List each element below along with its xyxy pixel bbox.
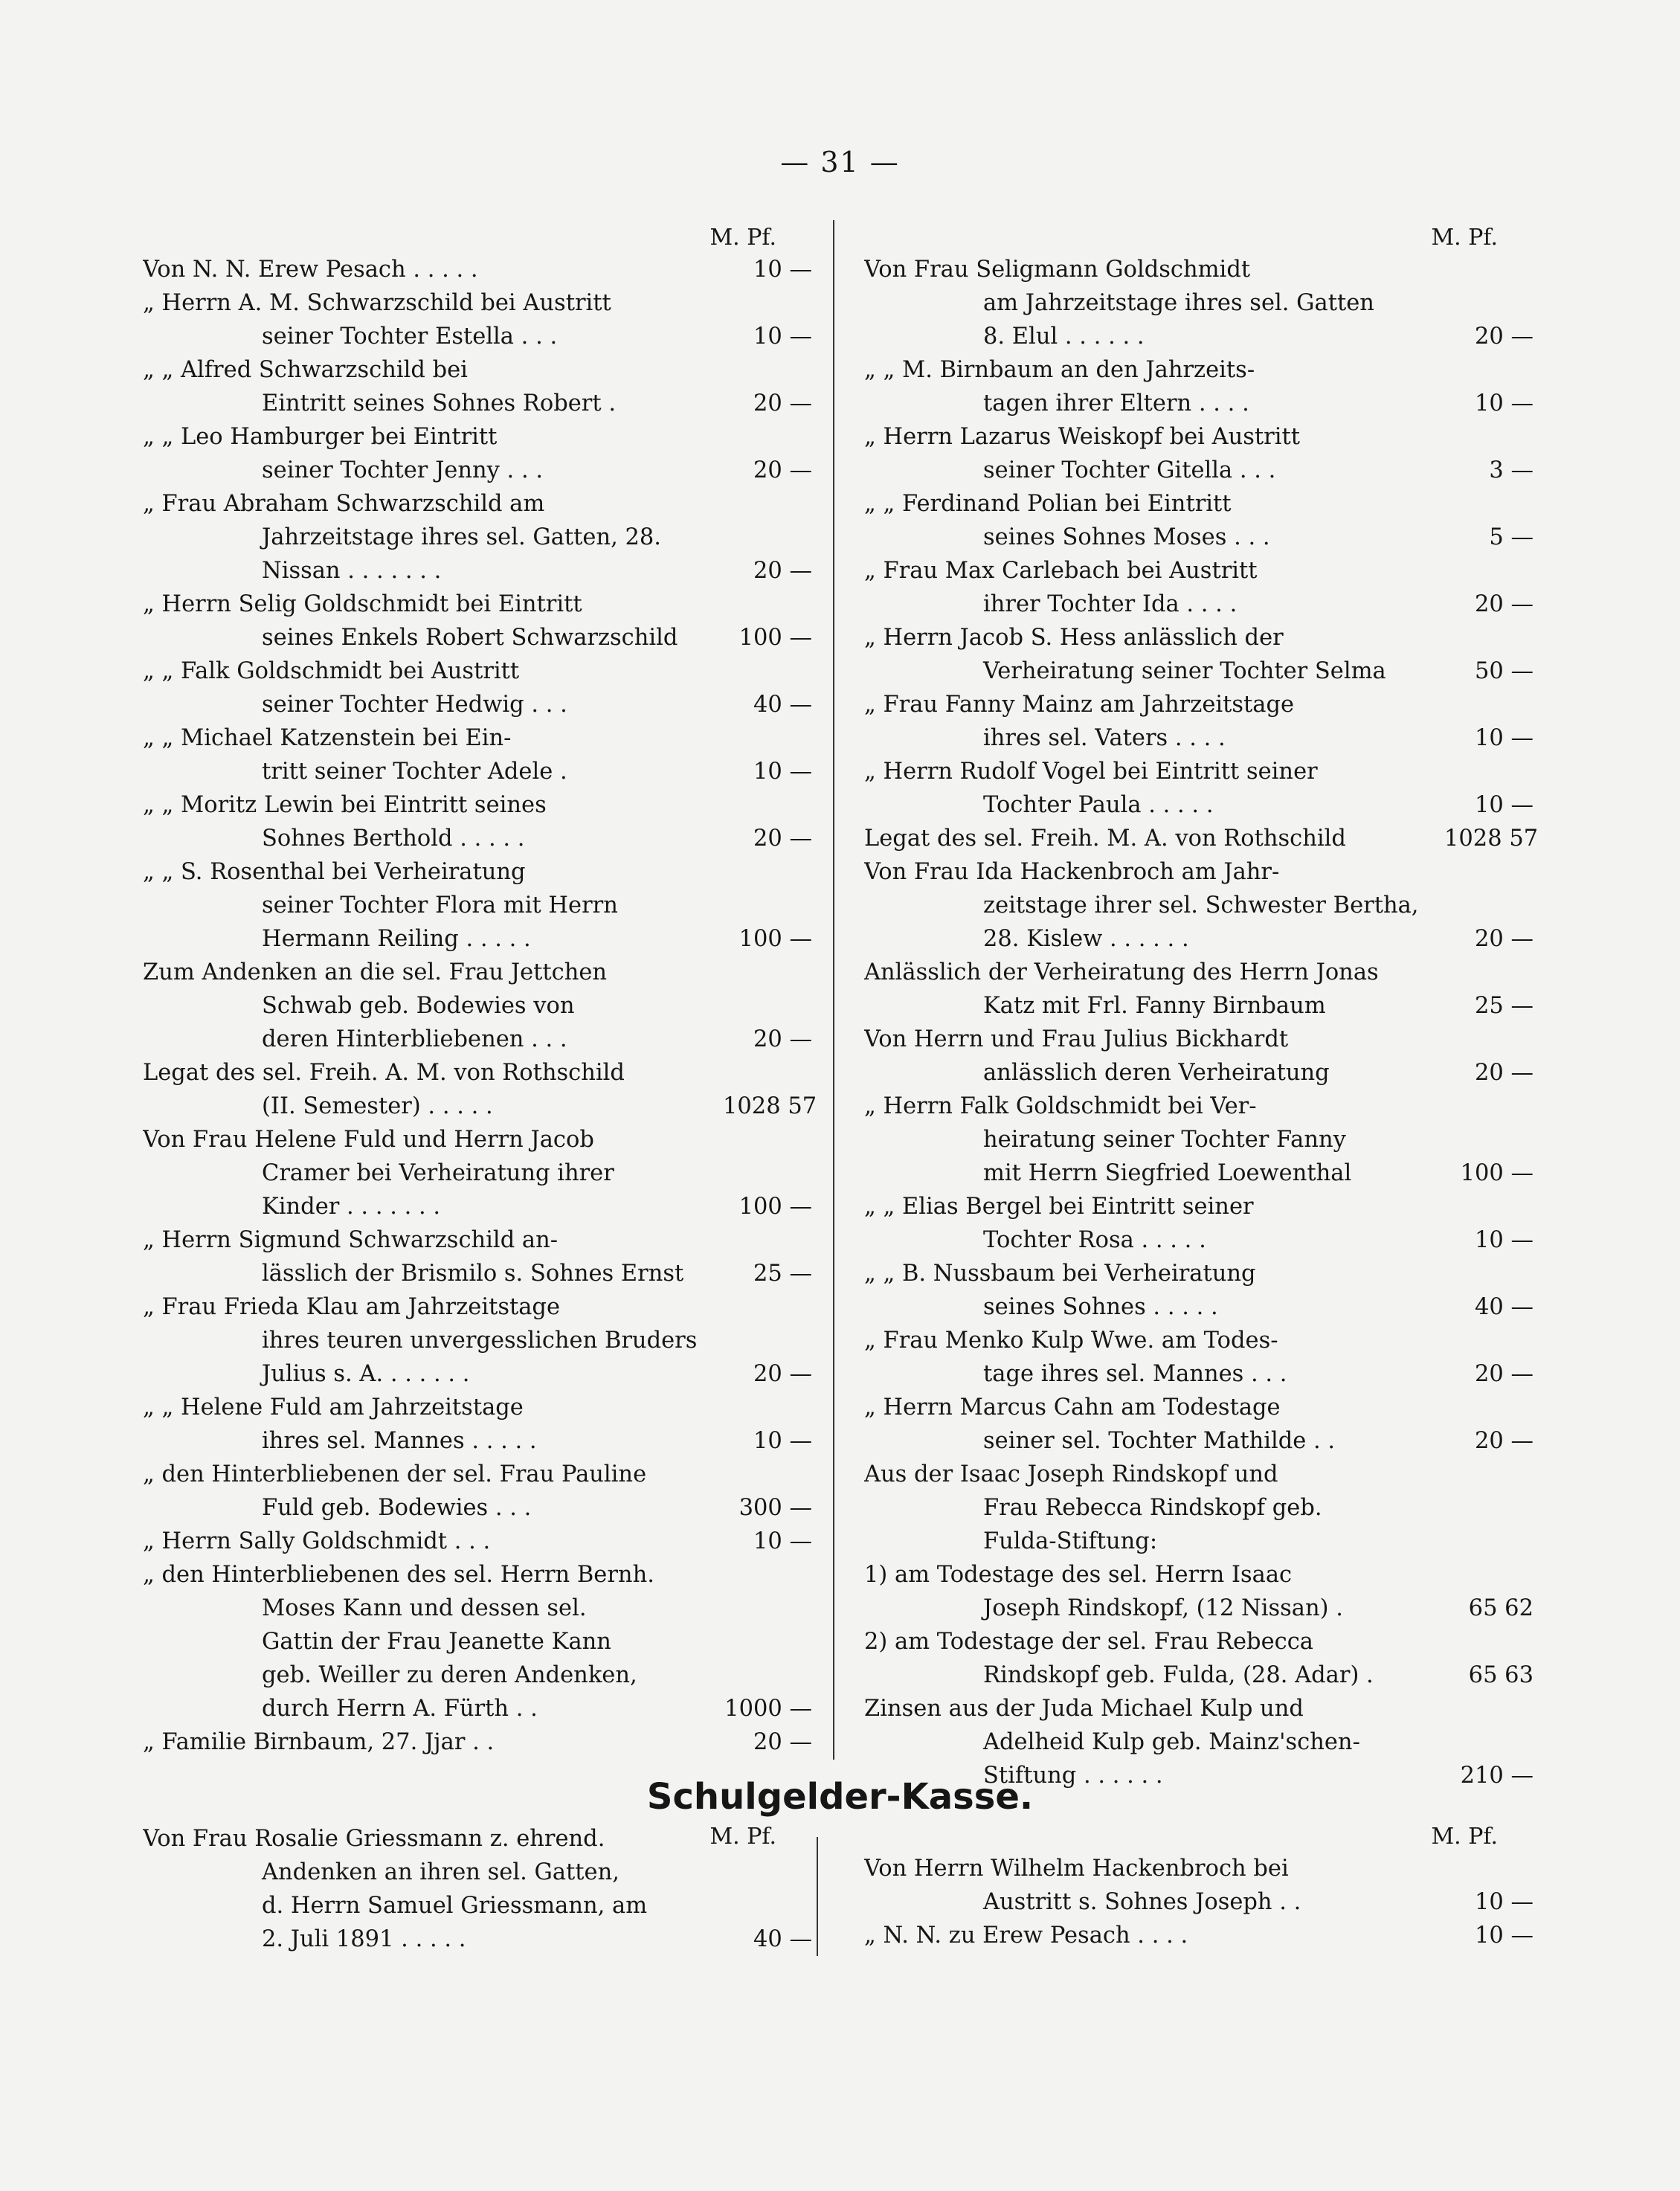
entry-line: „ Frau Max Carlebach bei Austritt: [864, 558, 1258, 584]
entry-line: seiner Tochter Flora mit Herrn: [262, 892, 618, 918]
entry-line: Tochter Rosa . . . . .: [983, 1227, 1206, 1253]
entry-line: ihres sel. Mannes . . . . .: [262, 1428, 537, 1454]
ledger-entry: [143, 654, 812, 721]
entry-line: „ „ Michael Katzenstein bei Ein-: [143, 725, 512, 751]
entry-text: [143, 253, 723, 286]
entry-line: tage ihres sel. Mannes . . .: [983, 1361, 1287, 1387]
entry-text: [143, 420, 723, 487]
ledger-entry: [864, 1190, 1533, 1257]
entry-line: 28. Kislew . . . . . .: [983, 926, 1189, 952]
entry-amount: 10 —: [1474, 792, 1533, 818]
entry-text: [864, 1558, 1444, 1625]
entry-line: Joseph Rindskopf, (12 Nissan) .: [983, 1595, 1343, 1621]
entry-amount: 5 —: [1489, 524, 1533, 550]
entry-amount: 100 —: [738, 625, 812, 651]
entry-text: [143, 1056, 723, 1123]
entry-text: [864, 1625, 1444, 1692]
entry-text: [864, 855, 1444, 956]
currency-header: M. Pf.: [709, 1824, 776, 1850]
entry-text: [143, 1558, 723, 1725]
entry-amount: 25 —: [753, 1261, 812, 1287]
entry-amount: 40 —: [753, 692, 812, 718]
ledger-entry: [143, 1056, 817, 1123]
entry-text: [864, 554, 1444, 621]
entry-amount: 100 —: [1460, 1160, 1533, 1186]
ledger-entry: [143, 721, 812, 788]
ledger-entry: [864, 1458, 1533, 1558]
entry-text: [143, 353, 723, 420]
entry-line: „ Herrn Sigmund Schwarzschild an-: [143, 1227, 559, 1253]
entry-amount: 20 —: [1474, 1361, 1533, 1387]
entry-line: Schwab geb. Bodewies von: [262, 993, 575, 1019]
entry-amount: 20 —: [753, 1729, 812, 1755]
ledger-entry: [143, 788, 812, 855]
ledger-entry: [864, 1625, 1533, 1692]
ledger-entry: [143, 353, 812, 420]
currency-header: M. Pf.: [709, 225, 776, 251]
entry-line: Aus der Isaac Joseph Rindskopf und: [864, 1461, 1278, 1487]
column-divider: [817, 1837, 818, 1956]
entry-line: Von Frau Seligmann Goldschmidt: [864, 257, 1251, 283]
entry-line: „ Frau Frieda Klau am Jahrzeitstage: [143, 1294, 561, 1320]
ledger-entry: [143, 1290, 812, 1391]
entry-line: Adelheid Kulp geb. Mainz'schen-: [983, 1729, 1360, 1755]
entry-text: [143, 721, 723, 788]
entry-line: ihres teuren unvergesslichen Bruders: [262, 1328, 698, 1354]
entry-line: seines Enkels Robert Schwarzschild: [262, 625, 678, 651]
entry-amount: 210 —: [1460, 1763, 1533, 1789]
currency-header: M. Pf.: [1431, 1824, 1498, 1850]
entry-line: Stiftung . . . . . .: [983, 1763, 1163, 1789]
ledger-entry: [864, 1558, 1533, 1625]
entry-text: [143, 788, 723, 855]
ledger-entry: [143, 1725, 812, 1759]
entry-line: anlässlich deren Verheiratung: [983, 1060, 1330, 1086]
entry-amount: 1000 —: [724, 1696, 812, 1722]
entry-line: Von Frau Helene Fuld und Herrn Jacob: [143, 1127, 594, 1153]
entry-text: [143, 1458, 723, 1525]
ledger-entry: [864, 554, 1533, 621]
ledger-entry: [864, 353, 1533, 420]
entry-amount: 100 —: [738, 1194, 812, 1220]
entry-line: „ Herrn Marcus Cahn am Todestage: [864, 1394, 1281, 1421]
entry-line: heiratung seiner Tochter Fanny: [983, 1127, 1346, 1153]
entry-text: [864, 1852, 1444, 1919]
entry-amount: 50 —: [1474, 658, 1533, 684]
entry-amount: 20 —: [1474, 324, 1533, 350]
entry-line: lässlich der Brismilo s. Sohnes Ernst: [262, 1261, 684, 1287]
entry-amount: 10 —: [753, 1428, 812, 1454]
entry-amount: 40 —: [753, 1926, 812, 1952]
entry-text: [864, 956, 1444, 1023]
entry-line: Von Herrn Wilhelm Hackenbroch bei: [864, 1856, 1289, 1882]
entry-line: Cramer bei Verheiratung ihrer: [262, 1160, 614, 1186]
entry-amount: 3 —: [1489, 457, 1533, 483]
entry-line: „ Frau Fanny Mainz am Jahrzeitstage: [864, 692, 1295, 718]
ledger-entry: [143, 588, 812, 654]
entry-amount: 10 —: [1474, 1923, 1533, 1949]
entry-line: 2) am Todestage der sel. Frau Rebecca: [864, 1629, 1313, 1655]
ledger-entry: [143, 1525, 812, 1558]
entry-text: [864, 1090, 1444, 1190]
entry-text: [143, 1290, 723, 1391]
entry-line: „ „ Falk Goldschmidt bei Austritt: [143, 658, 520, 684]
entry-amount: 20 —: [753, 1026, 812, 1052]
ledger-entry: [143, 855, 812, 956]
entry-text: [864, 253, 1444, 353]
entry-amount: 10 —: [753, 1528, 812, 1554]
ledger-entry: [864, 621, 1533, 688]
entry-amount: 20 —: [753, 1361, 812, 1387]
ledger-entry: [143, 286, 812, 353]
entry-text: [143, 286, 723, 353]
entry-line: „ den Hinterbliebenen des sel. Herrn Bernh.: [143, 1562, 654, 1588]
entry-line: „ den Hinterbliebenen der sel. Frau Pauline: [143, 1461, 647, 1487]
entry-text: [864, 755, 1444, 822]
entry-amount: 20 —: [1474, 1060, 1533, 1086]
entry-line: Eintritt seines Sohnes Robert .: [262, 390, 617, 416]
ledger-entry: [143, 253, 812, 286]
entry-amount: 10 —: [1474, 1889, 1533, 1915]
entry-line: „ Herrn Sally Goldschmidt . . .: [143, 1528, 491, 1554]
school-fees-right-column: [864, 1824, 1533, 1952]
ledger-entry: [143, 1223, 812, 1290]
entry-line: tritt seiner Tochter Adele .: [262, 759, 567, 785]
entry-line: „ „ B. Nussbaum bei Verheiratung: [864, 1261, 1256, 1287]
page-number: — 31 —: [780, 146, 900, 178]
column-divider: [833, 220, 834, 1760]
ledger-entry: [864, 688, 1533, 755]
entry-amount: 20 —: [753, 390, 812, 416]
ledger-entry: [143, 1391, 812, 1458]
entry-amount: 40 —: [1474, 1294, 1533, 1320]
ledger-entry: [143, 1458, 812, 1525]
entry-amount: 10 —: [753, 257, 812, 283]
ledger-entry: [143, 487, 812, 588]
entry-line: Katz mit Frl. Fanny Birnbaum: [983, 993, 1326, 1019]
entry-line: seines Sohnes . . . . .: [983, 1294, 1218, 1320]
school-fees-left-column: [143, 1822, 812, 1956]
currency-header: M. Pf.: [1431, 225, 1498, 251]
entry-line: Moses Kann und dessen sel.: [262, 1595, 587, 1621]
entry-line: Tochter Paula . . . . .: [983, 792, 1214, 818]
entry-text: [143, 654, 723, 721]
entry-line: Sohnes Berthold . . . . .: [262, 826, 525, 852]
entry-line: seiner sel. Tochter Mathilde . .: [983, 1428, 1336, 1454]
ledger-entry: [864, 1324, 1533, 1391]
entry-amount: 10 —: [753, 324, 812, 350]
entry-line: ihres sel. Vaters . . . .: [983, 725, 1226, 751]
ledger-entry: [864, 1090, 1533, 1190]
entry-text: [143, 1391, 723, 1458]
ledger-entry: [864, 1023, 1533, 1090]
section-heading: Schulgelder-Kasse.: [646, 1776, 1034, 1818]
ledger-entry: [143, 1123, 812, 1223]
ledger-entry: [864, 253, 1533, 353]
entry-line: Anlässlich der Verheiratung des Herrn Jonas: [864, 959, 1379, 985]
ledger-entry: [864, 1852, 1533, 1919]
entry-line: „ Herrn Selig Goldschmidt bei Eintritt: [143, 591, 582, 617]
entry-line: „ Herrn Lazarus Weiskopf bei Austritt: [864, 424, 1301, 450]
entry-line: am Jahrzeitstage ihres sel. Gatten: [983, 290, 1374, 316]
entry-amount: 10 —: [753, 759, 812, 785]
entry-text: [143, 1123, 723, 1223]
entry-text: [864, 1257, 1444, 1324]
entry-line: Von N. N. Erew Pesach . . . . .: [143, 257, 478, 283]
entry-amount: 20 —: [1474, 591, 1533, 617]
entry-line: ihrer Tochter Ida . . . .: [983, 591, 1238, 617]
entry-line: mit Herrn Siegfried Loewenthal: [983, 1160, 1352, 1186]
entry-text: [864, 353, 1444, 420]
entry-text: [143, 487, 723, 588]
entry-text: [143, 588, 723, 654]
ledger-entry: [864, 487, 1533, 554]
entry-line: „ „ Helene Fuld am Jahrzeitstage: [143, 1394, 524, 1421]
entry-amount: 300 —: [738, 1495, 812, 1521]
ledger-entry: [864, 956, 1533, 1023]
ledger-entry: [864, 822, 1539, 855]
entry-line: „ „ M. Birnbaum an den Jahrzeits-: [864, 357, 1255, 383]
entry-line: 1) am Todestage des sel. Herrn Isaac: [864, 1562, 1293, 1588]
entry-text: [864, 1391, 1444, 1458]
entry-line: seiner Tochter Estella . . .: [262, 324, 558, 350]
entry-text: [864, 822, 1444, 855]
ledger-entry: [864, 420, 1533, 487]
entry-line: Rindskopf geb. Fulda, (28. Adar) .: [983, 1662, 1374, 1688]
donations-right-column: [864, 223, 1539, 1792]
entry-line: „ Herrn Jacob S. Hess anlässlich der: [864, 625, 1284, 651]
entry-line: „ Herrn Rudolf Vogel bei Eintritt seiner: [864, 759, 1318, 785]
entry-amount: 25 —: [1474, 993, 1533, 1019]
entry-line: „ Herrn Falk Goldschmidt bei Ver-: [864, 1093, 1257, 1119]
entry-line: Zinsen aus der Juda Michael Kulp und: [864, 1696, 1304, 1722]
entry-line: Fulda-Stiftung:: [983, 1528, 1158, 1554]
entry-line: tagen ihrer Eltern . . . .: [983, 390, 1249, 416]
entry-text: [143, 855, 723, 956]
entry-line: zeitstage ihrer sel. Schwester Bertha,: [983, 892, 1419, 918]
entry-line: seiner Tochter Gitella . . .: [983, 457, 1276, 483]
entry-line: 8. Elul . . . . . .: [983, 324, 1145, 350]
entry-amount: 20 —: [753, 457, 812, 483]
entry-line: Austritt s. Sohnes Joseph . .: [983, 1889, 1301, 1915]
entry-line: „ Familie Birnbaum, 27. Jjar . .: [143, 1729, 495, 1755]
entry-line: geb. Weiller zu deren Andenken,: [262, 1662, 637, 1688]
entry-line: Kinder . . . . . . .: [262, 1194, 441, 1220]
ledger-entry: [143, 1558, 812, 1725]
entry-amount: 1028 57: [723, 1093, 817, 1119]
entry-line: Legat des sel. Freih. A. M. von Rothschild: [143, 1060, 625, 1086]
ledger-entry: [864, 1391, 1533, 1458]
entry-line: 2. Juli 1891 . . . . .: [262, 1926, 466, 1952]
entry-line: „ Herrn A. M. Schwarzschild bei Austritt: [143, 290, 611, 316]
entry-amount: 65 62: [1468, 1595, 1533, 1621]
entry-amount: 20 —: [753, 558, 812, 584]
entry-amount: 1028 57: [1444, 826, 1539, 852]
entry-text: [864, 1023, 1444, 1090]
entry-line: „ „ Leo Hamburger bei Eintritt: [143, 424, 498, 450]
entry-amount: 10 —: [1474, 390, 1533, 416]
entry-line: „ „ Alfred Schwarzschild bei: [143, 357, 468, 383]
entry-line: durch Herrn A. Fürth . .: [262, 1696, 538, 1722]
entry-text: [864, 688, 1444, 755]
entry-line: Andenken an ihren sel. Gatten,: [262, 1859, 619, 1885]
entry-line: Von Frau Rosalie Griessmann z. ehrend.: [143, 1826, 605, 1852]
entry-text: [864, 1919, 1444, 1952]
entry-line: seines Sohnes Moses . . .: [983, 524, 1270, 550]
entry-line: „ „ S. Rosenthal bei Verheiratung: [143, 859, 526, 885]
ledger-entry: [864, 855, 1533, 956]
entry-line: „ „ Elias Bergel bei Eintritt seiner: [864, 1194, 1254, 1220]
entry-text: [864, 1458, 1444, 1558]
entry-line: Frau Rebecca Rindskopf geb.: [983, 1495, 1322, 1521]
entry-line: Von Frau Ida Hackenbroch am Jahr-: [864, 859, 1280, 885]
entry-line: Gattin der Frau Jeanette Kann: [262, 1629, 611, 1655]
entry-amount: 20 —: [1474, 1428, 1533, 1454]
entry-amount: 100 —: [738, 926, 812, 952]
ledger-entry: [864, 1257, 1533, 1324]
entry-line: Verheiratung seiner Tochter Selma: [983, 658, 1386, 684]
entry-line: Zum Andenken an die sel. Frau Jettchen: [143, 959, 608, 985]
entry-text: [864, 621, 1444, 688]
donations-left-column: [143, 223, 817, 1759]
entry-line: d. Herrn Samuel Griessmann, am: [262, 1893, 648, 1919]
entry-text: [864, 420, 1444, 487]
entry-text: [864, 1324, 1444, 1391]
entry-line: Julius s. A. . . . . . .: [262, 1361, 470, 1387]
entry-line: „ Frau Abraham Schwarzschild am: [143, 491, 545, 517]
entry-amount: 10 —: [1474, 725, 1533, 751]
entry-line: seiner Tochter Hedwig . . .: [262, 692, 567, 718]
entry-line: (II. Semester) . . . . .: [262, 1093, 493, 1119]
entry-line: „ „ Moritz Lewin bei Eintritt seines: [143, 792, 547, 818]
entry-text: [864, 1190, 1444, 1257]
ledger-entry: [864, 1919, 1533, 1952]
entry-line: seiner Tochter Jenny . . .: [262, 457, 544, 483]
entry-line: Hermann Reiling . . . . .: [262, 926, 531, 952]
entry-line: „ Frau Menko Kulp Wwe. am Todes-: [864, 1328, 1278, 1354]
entry-text: [143, 1525, 723, 1558]
entry-line: deren Hinterbliebenen . . .: [262, 1026, 567, 1052]
ledger-entry: [143, 956, 812, 1056]
entry-amount: 20 —: [1474, 926, 1533, 952]
entry-line: Legat des sel. Freih. M. A. von Rothschild: [864, 826, 1346, 852]
entry-text: [143, 1223, 723, 1290]
entry-line: Jahrzeitstage ihres sel. Gatten, 28.: [262, 524, 661, 550]
entry-text: [143, 956, 723, 1056]
ledger-entry: [864, 755, 1533, 822]
ledger-entry: [143, 420, 812, 487]
entry-line: „ N. N. zu Erew Pesach . . . .: [864, 1923, 1188, 1949]
entry-amount: 20 —: [753, 826, 812, 852]
entry-amount: 10 —: [1474, 1227, 1533, 1253]
entry-text: [864, 487, 1444, 554]
entry-line: „ „ Ferdinand Polian bei Eintritt: [864, 491, 1232, 517]
entry-line: Fuld geb. Bodewies . . .: [262, 1495, 532, 1521]
entry-line: Von Herrn und Frau Julius Bickhardt: [864, 1026, 1289, 1052]
entry-amount: 65 63: [1468, 1662, 1533, 1688]
entry-line: Nissan . . . . . . .: [262, 558, 442, 584]
entry-text: [143, 1725, 723, 1759]
